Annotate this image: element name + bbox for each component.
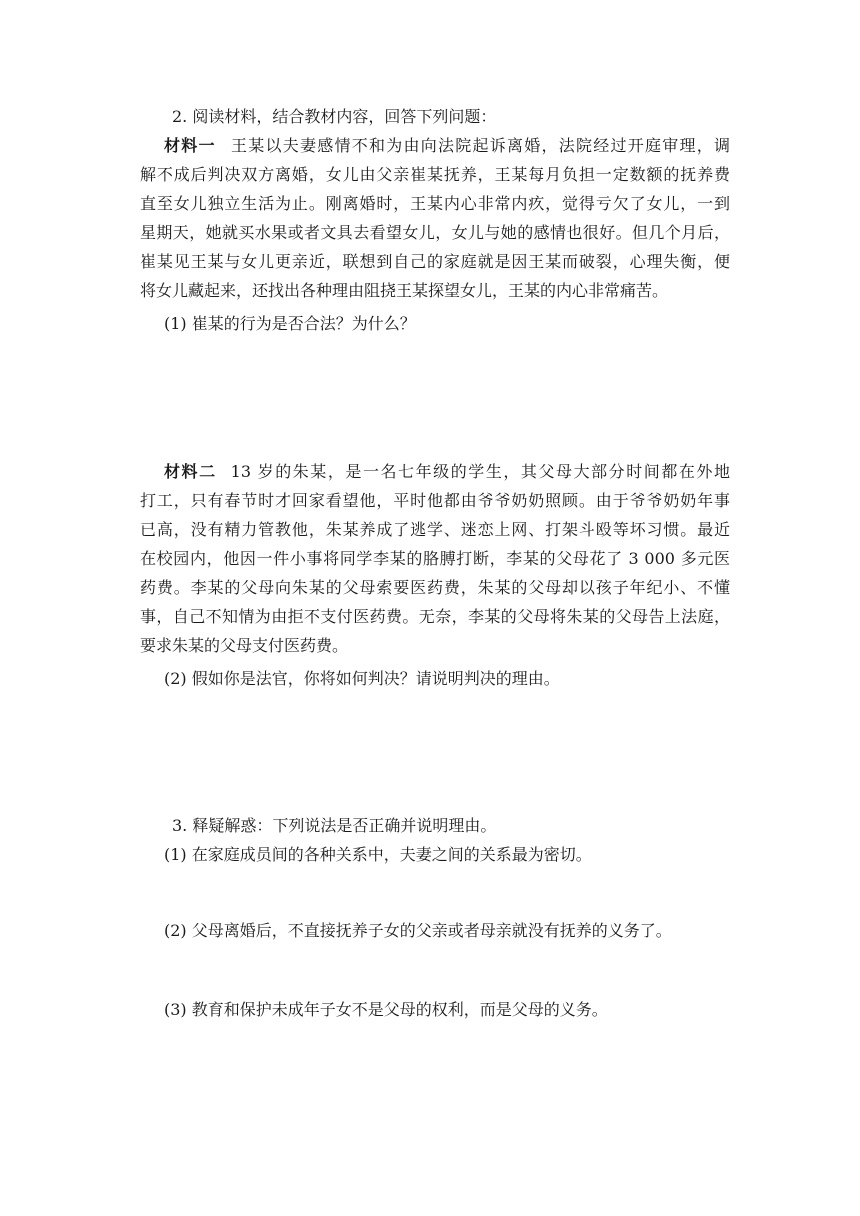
material-1-label: 材料一: [164, 136, 216, 155]
question-2-1: (1) 崔某的行为是否合法？为什么？: [164, 314, 416, 333]
question-3-item-1: (1) 在家庭成员间的各种关系中，夫妻之间的关系最为密切。: [164, 845, 592, 864]
question-3-item-3: (3) 教育和保护未成年子女不是父母的权利，而是父母的义务。: [164, 1000, 608, 1019]
material-2-line-6: 事，自己不知情为由拒不支付医药费。无奈，李某的父母将朱某的父母告上法庭，: [140, 607, 730, 626]
material-2-line-7: 要求朱某的父母支付医药费。: [140, 636, 349, 655]
question-2-heading: 2. 阅读材料，结合教材内容，回答下列问题：: [172, 107, 497, 126]
material-1-line-2: 解不成后判决双方离婚，女儿由父亲崔某抚养，王某每月负担一定数额的抚养费: [140, 165, 730, 184]
material-2-line-5: 药费。李某的父母向朱某的父母索要医药费，朱某的父母却以孩子年纪小、不懂: [140, 578, 730, 597]
material-1-line-1: 材料一 王某以夫妻感情不和为由向法院起诉离婚，法院经过开庭审理，调: [164, 136, 730, 155]
material-1-line-6: 将女儿藏起来，还找出各种理由阻挠王某探望女儿，王某的内心非常痛苦。: [140, 281, 669, 300]
question-3-item-2: (2) 父母离婚后，不直接抚养子女的父亲或者母亲就没有抚养的义务了。: [164, 921, 672, 940]
material-2-line-1: 材料二 13 岁的朱某，是一名七年级的学生，其父母大部分时间都在外地: [164, 462, 730, 481]
material-2-line-3: 已高，没有精力管教他，朱某养成了逃学、迷恋上网、打架斗殴等坏习惯。最近: [140, 520, 730, 539]
material-2-line-4: 在校园内，他因一件小事将同学李某的胳膊打断，李某的父母花了 3 000 多元医: [140, 549, 730, 568]
material-1-line-5: 崔某见王某与女儿更亲近，联想到自己的家庭就是因王某而破裂，心理失衡，便: [140, 252, 730, 271]
question-2-2: (2) 假如你是法官，你将如何判决？请说明判决的理由。: [164, 669, 560, 688]
material-1-line-3: 直至女儿独立生活为止。刚离婚时，王某内心非常内疚，觉得亏欠了女儿，一到: [140, 194, 730, 213]
material-2-line-2: 打工，只有春节时才回家看望他，平时他都由爷爷奶奶照顾。由于爷爷奶奶年事: [140, 491, 730, 510]
material-2-label: 材料二: [164, 462, 217, 481]
question-3-heading: 3. 释疑解惑：下列说法是否正确并说明理由。: [172, 816, 497, 835]
material-1-line-4: 星期天，她就买水果或者文具去看望女儿，女儿与她的感情也很好。但几个月后，: [140, 223, 730, 242]
